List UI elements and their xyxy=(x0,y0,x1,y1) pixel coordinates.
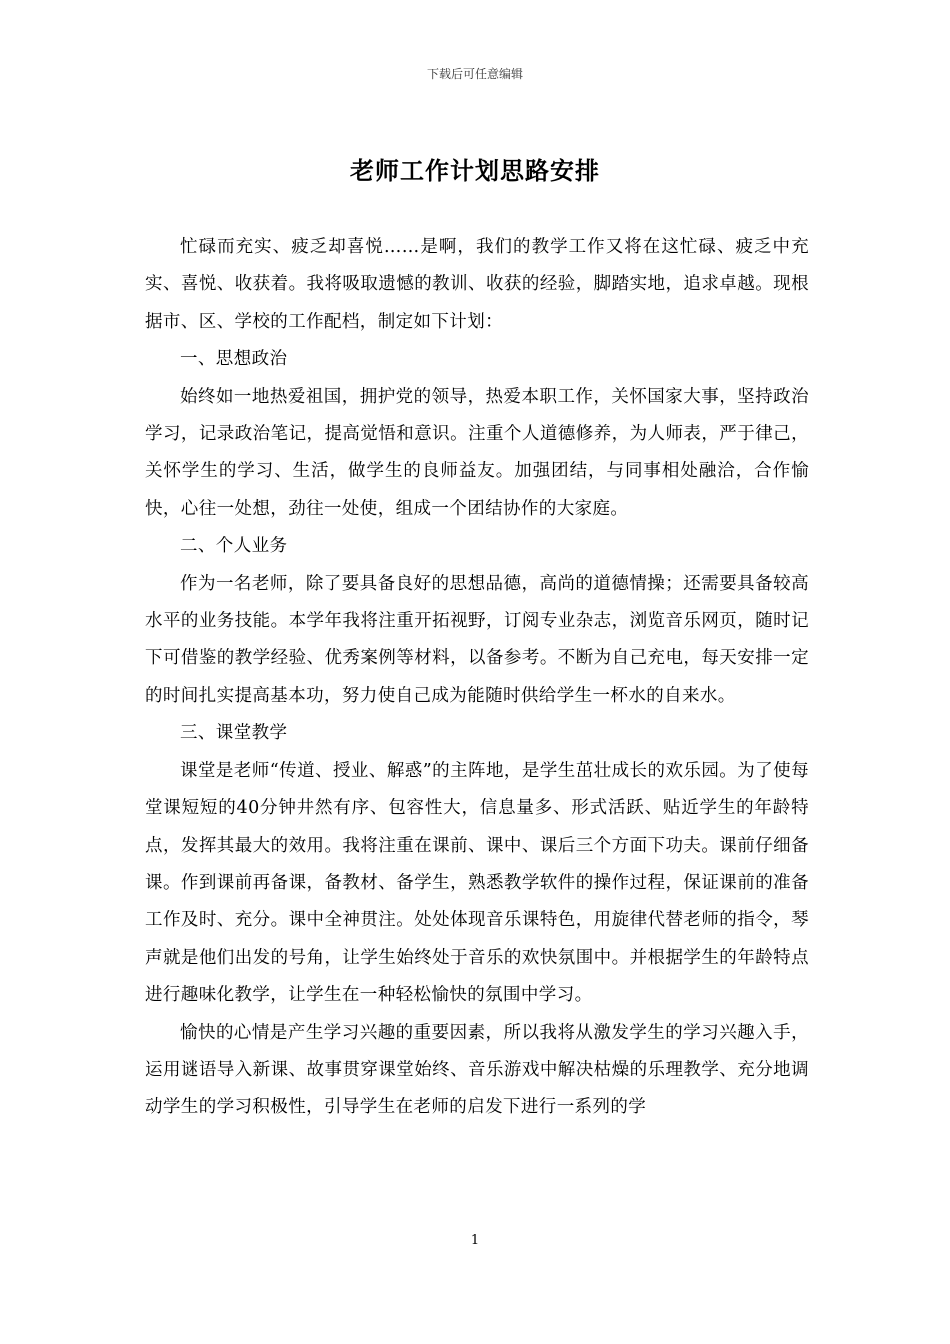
politics-paragraph: 始终如一地热爱祖国，拥护党的领导，热爱本职工作，关怀国家大事，坚持政治学习，记录政治笔记，提高觉悟和意识。注重个人道德修养，为人师表，严于律己，关怀学生的学习、生活，做学生的良师益友。加强团结，与同事相处融洽，合作愉快，心往一处想，劲往一处使，组成一个团结协作的大家庭。 xyxy=(145,386,809,519)
page-header: 下载后可任意编辑 xyxy=(426,67,523,81)
page-number: 1 xyxy=(470,1233,480,1248)
document-body xyxy=(145,229,809,1127)
section-heading-politics: 一、思想政治 xyxy=(180,349,288,370)
section-heading-professional: 二、个人业务 xyxy=(180,536,288,557)
intro-paragraph: 忙碌而充实、疲乏却喜悦……是啊，我们的教学工作又将在这忙碌、疲乏中充实、喜悦、收获着。我将吸取遗憾的教训、收获的经验，脚踏实地，追求卓越。现根据市、区、学校的工作配档，制定如下计划： xyxy=(145,237,809,332)
professional-paragraph: 作为一名老师，除了要具备良好的思想品德，高尚的道德情操；还需要具备较高水平的业务技能。本学年我将注重开拓视野，订阅专业杂志，浏览音乐网页，随时记下可借鉴的教学经验、优秀案例等材料，以备参考。不断为自己充电，每天安排一定的时间扎实提高基本功，努力使自己成为能随时供给学生一杯水的自来水。 xyxy=(145,573,809,706)
section-heading-teaching: 三、课堂教学 xyxy=(180,723,288,744)
teaching-paragraph: 课堂是老师“传道、授业、解惑”的主阵地，是学生茁壮成长的欢乐园。为了使每堂课短短的40分钟井然有序、包容性大，信息量多、形式活跃、贴近学生的年龄特点，发挥其最大的效用。我将注重在课前、课中、课后三个方面下功夫。课前仔细备课。作到课前再备课，备教材、备学生，熟悉教学软件的操作过程，保证课前的准备工作及时、充分。课中全神贯注。处处体现音乐课特色，用旋律代替老师的指令，琴声就是他们出发的号角，让学生始终处于音乐的欢快氛围中。并根据学生的年龄特点进行趣味化教学，让学生在一种轻松愉快的氛围中学习。 xyxy=(145,760,809,1006)
document-title: 老师工作计划思路安排 xyxy=(350,156,600,185)
interest-paragraph: 愉快的心情是产生学习兴趣的重要因素，所以我将从激发学生的学习兴趣入手，运用谜语导入新课、故事贯穿课堂始终、音乐游戏中解决枯燥的乐理教学、充分地调动学生的学习积极性，引导学生在老师的启发下进行一系列的学 xyxy=(145,1022,809,1118)
